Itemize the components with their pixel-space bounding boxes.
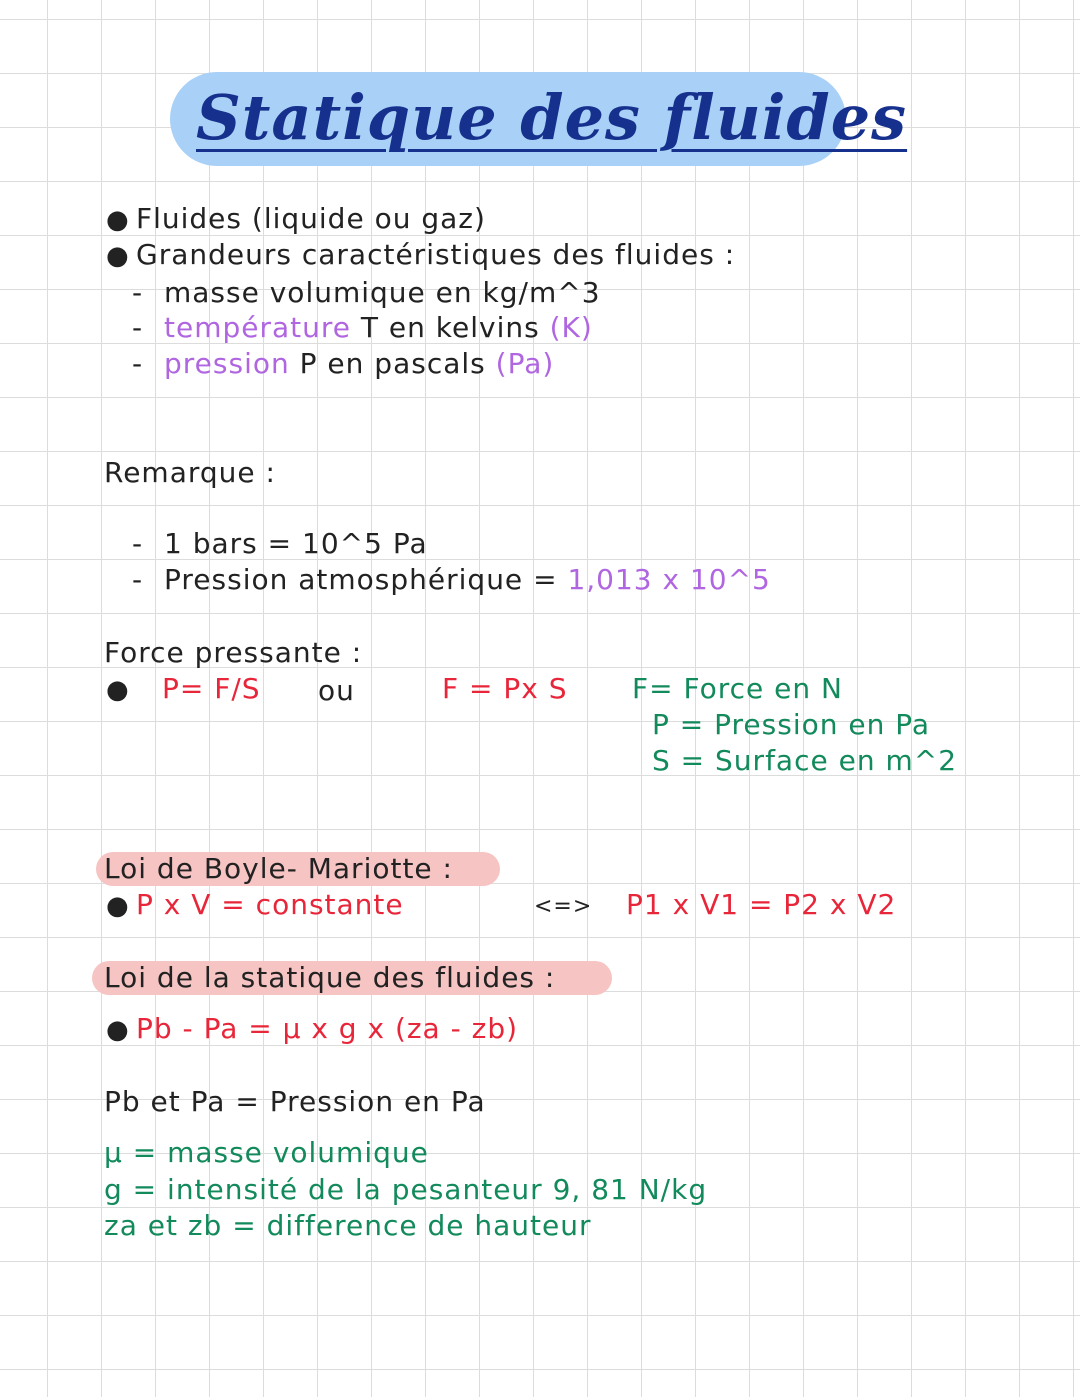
intro-sub-masse: masse volumique en kg/m^3 [164, 276, 601, 309]
temperature-unit: (K) [549, 311, 593, 344]
boyle-formula: P x V = constante [136, 888, 404, 921]
boyle-formula-2: P1 x V1 = P2 x V2 [626, 888, 897, 921]
intro-sub-temperature [164, 311, 593, 345]
pression-atm-text: Pression atmosphérique = [164, 563, 568, 596]
page-title: Statique des fluides [196, 81, 908, 154]
dash-icon: - [132, 347, 144, 380]
bullet-dot-icon: ● [106, 205, 129, 235]
remarque-bars: 1 bars = 10^5 Pa [164, 527, 428, 560]
pression-unit: (Pa) [495, 347, 555, 380]
dash-icon: - [132, 276, 144, 309]
bullet-dot-icon: ● [106, 241, 129, 271]
pression-atm-value: 1,013 x 10^5 [567, 563, 771, 596]
dash-icon: - [132, 311, 144, 344]
force-formula-2: F = Px S [442, 672, 568, 705]
statique-def-z: za et zb = difference de hauteur [104, 1209, 592, 1242]
force-legend-f: F= Force en N [632, 672, 843, 705]
statique-heading: Loi de la statique des fluides : [104, 961, 556, 994]
temperature-word: température [164, 311, 351, 344]
statique-def-mu: μ = masse volumique [104, 1136, 429, 1169]
statique-def-g: g = intensité de la pesanteur 9, 81 N/kg [104, 1173, 708, 1206]
intro-line-grandeurs: Grandeurs caractéristiques des fluides : [136, 238, 736, 271]
boyle-equivalence: <=> [534, 894, 593, 919]
force-heading: Force pressante : [104, 636, 363, 669]
bullet-dot-icon: ● [106, 1015, 129, 1045]
intro-sub-pression [164, 347, 554, 381]
pression-text: P en pascals [289, 347, 496, 380]
bullet-dot-icon: ● [106, 675, 129, 705]
force-legend-s: S = Surface en m^2 [652, 744, 958, 777]
dash-icon: - [132, 527, 144, 560]
force-formula-1: P= F/S [162, 672, 261, 705]
statique-def-pressions: Pb et Pa = Pression en Pa [104, 1085, 486, 1118]
remarque-pression-atm [164, 563, 771, 597]
statique-formula: Pb - Pa = μ x g x (za - zb) [136, 1012, 519, 1045]
pression-word: pression [164, 347, 290, 380]
force-legend-p: P = Pression en Pa [652, 708, 931, 741]
bullet-dot-icon: ● [106, 891, 129, 921]
intro-line-fluides: Fluides (liquide ou gaz) [136, 202, 486, 235]
temperature-text: T en kelvins [351, 311, 550, 344]
dash-icon: - [132, 563, 144, 596]
boyle-heading: Loi de Boyle- Mariotte : [104, 852, 453, 885]
force-or: ou [318, 674, 355, 707]
remarque-heading: Remarque : [104, 456, 276, 489]
